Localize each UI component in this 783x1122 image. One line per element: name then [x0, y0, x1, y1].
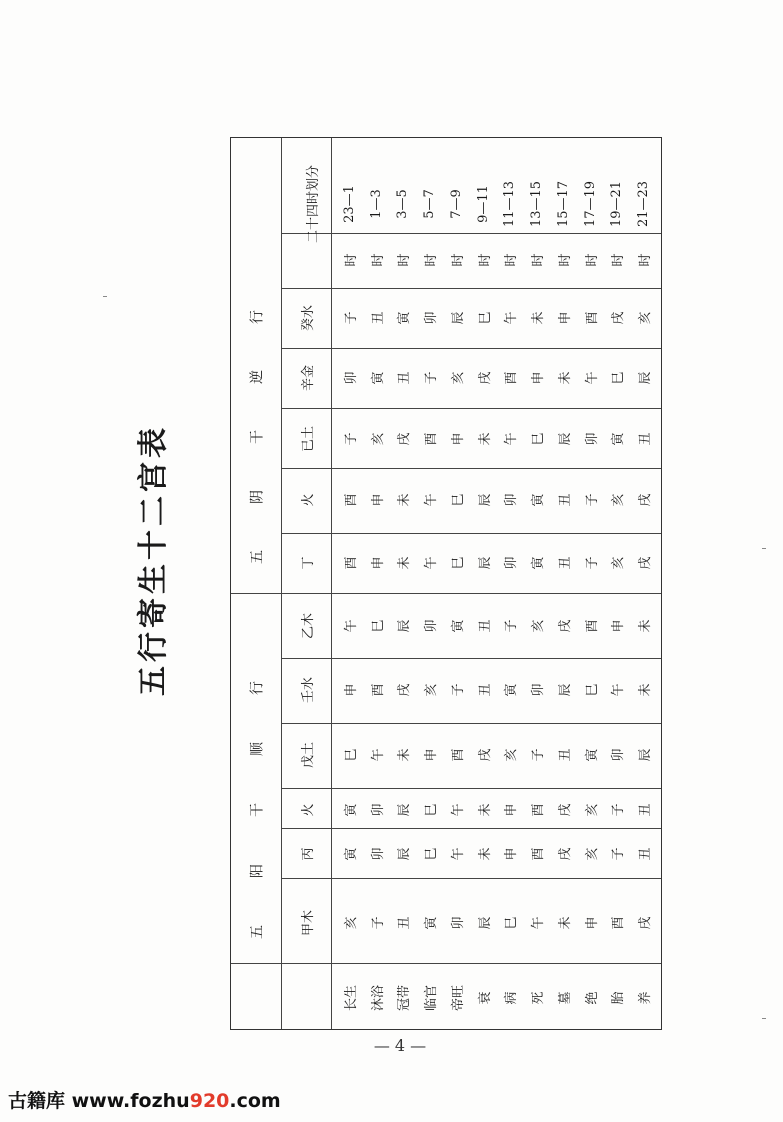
- table-cell: 子: [343, 311, 359, 325]
- table-rule: [281, 593, 661, 594]
- table-cell: 戌: [637, 916, 653, 930]
- table-cell: 巳: [477, 311, 493, 325]
- watermark-digits: 920: [189, 1090, 230, 1112]
- yang-header-char: 行: [249, 680, 263, 697]
- table-cell: 寅: [530, 493, 546, 507]
- table-cell: 丑: [396, 916, 412, 930]
- table-cell: 子: [610, 847, 626, 861]
- table-cell: 戌: [477, 748, 493, 762]
- stage-label: 沐浴: [370, 985, 386, 1012]
- table-cell: 亥: [584, 803, 600, 817]
- table-rule: [331, 138, 332, 1029]
- table-cell: 未: [557, 916, 573, 930]
- table-cell: 时: [370, 253, 386, 267]
- time-range-cell: 11—13: [501, 180, 517, 228]
- table-cell: 寅: [530, 556, 546, 570]
- table-cell: 辰: [396, 847, 412, 861]
- table-cell: 卯: [503, 493, 519, 507]
- table-cell: 酉: [450, 748, 466, 762]
- table-rule: [231, 593, 281, 594]
- table-cell: 卯: [610, 748, 626, 762]
- time-range-cell: 17—19: [582, 180, 598, 228]
- table-cell: 寅: [396, 311, 412, 325]
- table-cell: 巳: [584, 683, 600, 697]
- table-rule: [281, 138, 282, 1029]
- time-range-cell: 23—1: [341, 185, 357, 223]
- table-cell: 辰: [637, 371, 653, 385]
- column-header-9: 辛金: [300, 365, 316, 392]
- table-cell: 时: [343, 253, 359, 267]
- table-cell: 午: [450, 847, 466, 861]
- table-cell: 未: [637, 683, 653, 697]
- site-watermark: [8, 1086, 281, 1116]
- time-range-cell: 5—7: [421, 189, 437, 219]
- scan-speck: [762, 1018, 766, 1019]
- table-cell: 寅: [370, 371, 386, 385]
- table-rule: [231, 963, 661, 964]
- table-cell: 时: [423, 253, 439, 267]
- table-cell: 申: [530, 371, 546, 385]
- table-cell: 寅: [610, 432, 626, 446]
- stage-label: 养: [637, 991, 653, 1005]
- table-cell: 卯: [370, 847, 386, 861]
- yang-header-char: 阳: [249, 863, 263, 880]
- table-cell: 巳: [370, 619, 386, 633]
- table-cell: 时: [530, 253, 546, 267]
- table-cell: 亥: [503, 748, 519, 762]
- table-cell: 辰: [477, 556, 493, 570]
- scan-speck: [762, 548, 766, 549]
- table-cell: 酉: [584, 311, 600, 325]
- table-cell: 未: [396, 493, 412, 507]
- column-header-1: 丙: [300, 847, 316, 861]
- stage-label: 临官: [423, 985, 439, 1012]
- table-rule: [281, 788, 661, 789]
- table-cell: 卯: [423, 619, 439, 633]
- table-cell: 丑: [396, 371, 412, 385]
- column-header-5: 乙木: [300, 613, 316, 640]
- table-cell: 辰: [396, 803, 412, 817]
- scan-speck: [103, 296, 107, 297]
- table-cell: 申: [423, 748, 439, 762]
- stage-label: 衰: [477, 991, 493, 1005]
- table-cell: 辰: [396, 619, 412, 633]
- table-cell: 申: [450, 432, 466, 446]
- table-rule: [281, 723, 661, 724]
- yang-header-char: 干: [249, 802, 263, 819]
- table-cell: 亥: [610, 493, 626, 507]
- table-cell: 巳: [450, 556, 466, 570]
- stage-label: 死: [530, 991, 546, 1005]
- table-cell: 午: [423, 493, 439, 507]
- table-cell: 丑: [637, 803, 653, 817]
- table-cell: 亥: [423, 683, 439, 697]
- table-cell: 子: [450, 683, 466, 697]
- table-cell: 卯: [423, 311, 439, 325]
- table-cell: 午: [343, 619, 359, 633]
- table-cell: 未: [477, 847, 493, 861]
- table-cell: 申: [584, 916, 600, 930]
- yang-header-char: 五: [249, 924, 263, 941]
- yin-header-char: 行: [249, 310, 263, 326]
- table-cell: 巳: [450, 493, 466, 507]
- table-cell: 酉: [610, 916, 626, 930]
- stage-label: 帝旺: [450, 985, 466, 1012]
- table-cell: 申: [503, 803, 519, 817]
- table-cell: 亥: [450, 371, 466, 385]
- table-cell: 寅: [584, 748, 600, 762]
- table-cell: 时: [477, 253, 493, 267]
- table-cell: 时: [610, 253, 626, 267]
- table-cell: 戌: [396, 432, 412, 446]
- table-cell: 未: [637, 619, 653, 633]
- yin-header-char: 阴: [249, 490, 263, 506]
- table-cell: 未: [557, 371, 573, 385]
- table-cell: 卯: [450, 916, 466, 930]
- table-cell: 子: [530, 748, 546, 762]
- table-cell: 亥: [370, 432, 386, 446]
- table-cell: 子: [503, 619, 519, 633]
- table-cell: 辰: [477, 493, 493, 507]
- table-cell: 午: [610, 683, 626, 697]
- table-rule: [281, 408, 661, 409]
- table-cell: 子: [343, 432, 359, 446]
- table-cell: 辰: [477, 916, 493, 930]
- table-cell: 戌: [637, 493, 653, 507]
- table-cell: 子: [584, 556, 600, 570]
- column-header-3: 戊土: [300, 742, 316, 769]
- table-cell: 戌: [557, 619, 573, 633]
- column-header-6: 丁: [300, 556, 316, 570]
- table-cell: 申: [610, 619, 626, 633]
- table-cell: 亥: [610, 556, 626, 570]
- table-cell: 午: [584, 371, 600, 385]
- time-range-cell: 7—9: [448, 189, 464, 219]
- table-cell: 丑: [370, 311, 386, 325]
- table-cell: 戌: [557, 847, 573, 861]
- table-rule: [281, 828, 661, 829]
- table-cell: 亥: [637, 311, 653, 325]
- table-cell: 亥: [343, 916, 359, 930]
- table-cell: 未: [477, 432, 493, 446]
- table-cell: 卯: [343, 371, 359, 385]
- stage-label: 冠带: [396, 985, 412, 1012]
- stage-label: 长生: [343, 985, 359, 1012]
- table-cell: 未: [396, 556, 412, 570]
- table-cell: 巳: [423, 803, 439, 817]
- time-range-cell: 9—11: [475, 185, 491, 223]
- table-cell: 戌: [637, 556, 653, 570]
- time-range-cell: 1—3: [368, 189, 384, 219]
- table-cell: 卯: [370, 803, 386, 817]
- time-range-cell: 13—15: [528, 180, 544, 228]
- yang-group-header: [231, 658, 281, 963]
- table-cell: 午: [450, 803, 466, 817]
- table-cell: 巳: [530, 432, 546, 446]
- table-cell: 亥: [530, 619, 546, 633]
- column-header-10: 癸水: [300, 305, 316, 332]
- table-cell: 未: [530, 311, 546, 325]
- table-cell: 丑: [557, 748, 573, 762]
- table-cell: 巳: [423, 847, 439, 861]
- table-cell: 寅: [503, 683, 519, 697]
- table-cell: 丑: [557, 556, 573, 570]
- table-cell: 申: [343, 683, 359, 697]
- table-cell: 时: [450, 253, 466, 267]
- table-cell: 酉: [503, 371, 519, 385]
- table-cell: 丑: [557, 493, 573, 507]
- table-cell: 午: [423, 556, 439, 570]
- table-rule: [281, 533, 661, 534]
- yin-header-char: 干: [249, 430, 263, 446]
- table-cell: 亥: [584, 847, 600, 861]
- table-cell: 未: [477, 803, 493, 817]
- table-cell: 丑: [477, 619, 493, 633]
- page-number: — 4 —: [373, 1036, 427, 1055]
- time-range-cell: 19—21: [608, 180, 624, 228]
- stage-label: 绝: [584, 991, 600, 1005]
- table-cell: 巳: [343, 748, 359, 762]
- column-header-8: 已土: [300, 426, 316, 453]
- table-cell: 寅: [423, 916, 439, 930]
- stage-label: 病: [503, 991, 519, 1005]
- table-rule: [281, 348, 661, 349]
- table-cell: 酉: [370, 683, 386, 697]
- column-header-7: 火: [300, 493, 316, 507]
- time-range-cell: 15—17: [555, 180, 571, 228]
- table-cell: 申: [557, 311, 573, 325]
- watermark-suffix: .com: [229, 1090, 281, 1112]
- table-cell: 时: [557, 253, 573, 267]
- table-cell: 戌: [557, 803, 573, 817]
- table-cell: 时: [396, 253, 412, 267]
- table-cell: 子: [584, 493, 600, 507]
- yin-header-char: 逆: [249, 370, 263, 386]
- table-cell: 巳: [610, 371, 626, 385]
- table-cell: 丑: [477, 683, 493, 697]
- column-header-12: 二十四时划分: [305, 164, 321, 243]
- table-cell: 酉: [343, 556, 359, 570]
- table-rule: [281, 468, 661, 469]
- table-cell: 戌: [396, 683, 412, 697]
- table-rule: [281, 878, 661, 879]
- table-cell: 酉: [343, 493, 359, 507]
- table-cell: 戌: [610, 311, 626, 325]
- table-cell: 戌: [477, 371, 493, 385]
- table-cell: 申: [503, 847, 519, 861]
- table-cell: 辰: [557, 683, 573, 697]
- table-cell: 时: [637, 253, 653, 267]
- table-cell: 辰: [450, 311, 466, 325]
- table-cell: 未: [396, 748, 412, 762]
- table-cell: 午: [503, 311, 519, 325]
- table-cell: 辰: [637, 748, 653, 762]
- yang-header-char: 顺: [249, 741, 263, 758]
- table-cell: 子: [610, 803, 626, 817]
- yin-group-header: [231, 288, 281, 588]
- table-cell: 寅: [343, 847, 359, 861]
- column-header-4: 壬水: [300, 677, 316, 704]
- table-cell: 时: [584, 253, 600, 267]
- column-header-0: 甲木: [300, 910, 316, 937]
- time-range-cell: 3—5: [394, 189, 410, 219]
- table-cell: 巳: [503, 916, 519, 930]
- table-cell: 酉: [584, 619, 600, 633]
- stage-label: 墓: [557, 991, 573, 1005]
- table-cell: 卯: [503, 556, 519, 570]
- table-cell: 酉: [530, 803, 546, 817]
- table-cell: 时: [503, 253, 519, 267]
- table-cell: 午: [530, 916, 546, 930]
- watermark-prefix: 古籍库 www.fozhu: [8, 1090, 190, 1112]
- table-rule: [281, 658, 661, 659]
- table-cell: 寅: [343, 803, 359, 817]
- table-cell: 申: [370, 493, 386, 507]
- table-cell: 丑: [637, 847, 653, 861]
- table-cell: 午: [370, 748, 386, 762]
- twelve-palaces-table: [230, 137, 662, 1030]
- table-cell: 酉: [530, 847, 546, 861]
- stage-label: 胎: [610, 991, 626, 1005]
- table-cell: 丑: [637, 432, 653, 446]
- table-cell: 午: [503, 432, 519, 446]
- table-cell: 申: [370, 556, 386, 570]
- table-cell: 子: [370, 916, 386, 930]
- page-title: 五行寄生十二宫表: [136, 424, 171, 696]
- column-header-2: 火: [300, 803, 316, 817]
- table-cell: 卯: [530, 683, 546, 697]
- time-range-cell: 21—23: [635, 180, 651, 228]
- table-cell: 酉: [423, 432, 439, 446]
- table-rule: [281, 288, 661, 289]
- table-cell: 卯: [584, 432, 600, 446]
- yin-header-char: 五: [249, 550, 263, 566]
- table-cell: 辰: [557, 432, 573, 446]
- table-cell: 子: [423, 371, 439, 385]
- table-cell: 寅: [450, 619, 466, 633]
